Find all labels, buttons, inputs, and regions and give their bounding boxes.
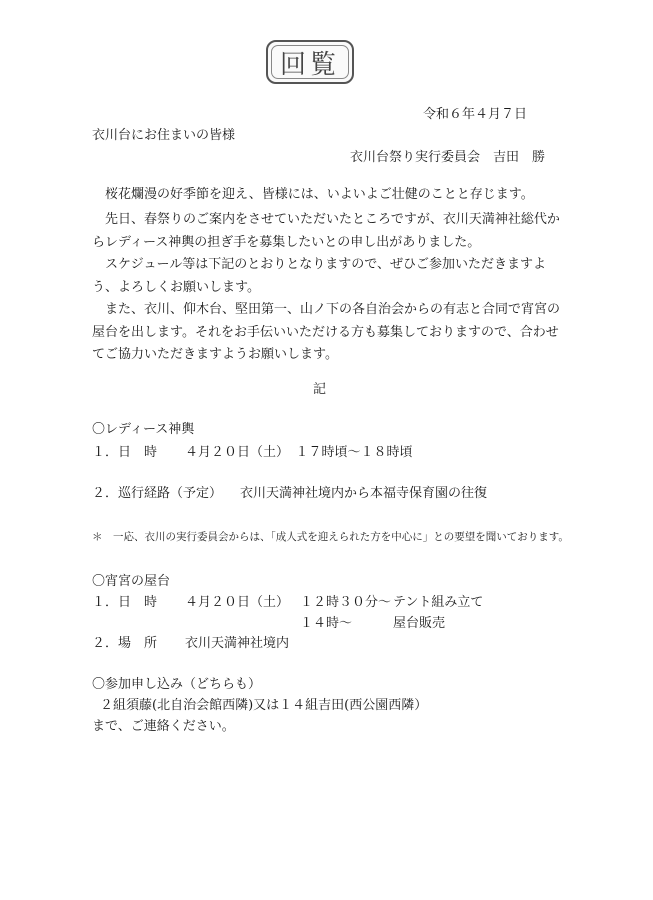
section1-note: ＊ 一応、衣川の実行委員会からは、「成人式を迎えられた方を中心に」との要望を聞いております。	[92, 531, 569, 543]
section2-date-value: ４月２０日（土）	[185, 595, 290, 610]
body-paragraph-4: また、衣川、仰木台、堅田第一、山ノ下の各自治会からの有志と合同で宵宮の屋台を出します。それをお手伝いいただける方も募集しておりますので、合わせてご協力いただきますようお願いします。	[92, 302, 561, 362]
body-paragraph-3: スケジュール等は下記のとおりとなりますので、ぜひご参加いただきますよう、よろしくお願いします。	[92, 257, 546, 295]
document-date: 令和６年４月７日	[423, 107, 528, 122]
section2-place-value: 衣川天満神社境内	[185, 636, 290, 651]
ki-heading: 記	[313, 382, 327, 397]
section2-task-2: 屋台販売	[393, 616, 446, 631]
section1-date-label: １．日 時	[92, 445, 158, 460]
section2-time-2: １４時〜	[300, 616, 353, 631]
body-paragraph-2: 先日、春祭りのご案内をさせていただいたところですが、衣川天満神社総代からレディース神輿の担ぎ手を募集したいとの申し出がありました。	[92, 212, 560, 250]
stamp-inner-border	[271, 45, 349, 79]
body-paragraph-1: 桜花爛漫の好季節を迎え、皆様には、いよいよご壮健のことと存じます。	[105, 187, 534, 202]
stamp-text: 回覧	[279, 49, 340, 80]
application-contact: ２組須藤(北自治会館西隣)又は１４組吉田(西公園西隣）	[100, 698, 428, 713]
section2-date-label: １．日 時	[92, 595, 158, 610]
kairan-stamp	[266, 40, 354, 84]
sender: 衣川台祭り実行委員会 吉田 勝	[350, 150, 546, 165]
section1-date-value: ４月２０日（土） １７時頃〜１８時頃	[185, 445, 413, 460]
section-ladies-mikoshi-heading: 〇レディース神輿	[92, 422, 195, 437]
section-yoimiya-stall-heading: 〇宵宮の屋台	[92, 574, 171, 589]
recipient: 衣川台にお住まいの皆様	[92, 128, 236, 143]
section-application-heading: 〇参加申し込み（どちらも）	[92, 677, 262, 692]
section1-route-label: ２．巡行経路（予定）	[92, 486, 223, 501]
section2-task-1: テント組み立て	[393, 595, 484, 610]
section2-time-1: １２時３０分〜	[300, 595, 392, 610]
application-closing: まで、ご連絡ください。	[92, 719, 235, 734]
section2-place-label: ２．場 所	[92, 636, 158, 651]
section1-route-value: 衣川天満神社境内から本福寺保育園の往復	[240, 486, 488, 501]
